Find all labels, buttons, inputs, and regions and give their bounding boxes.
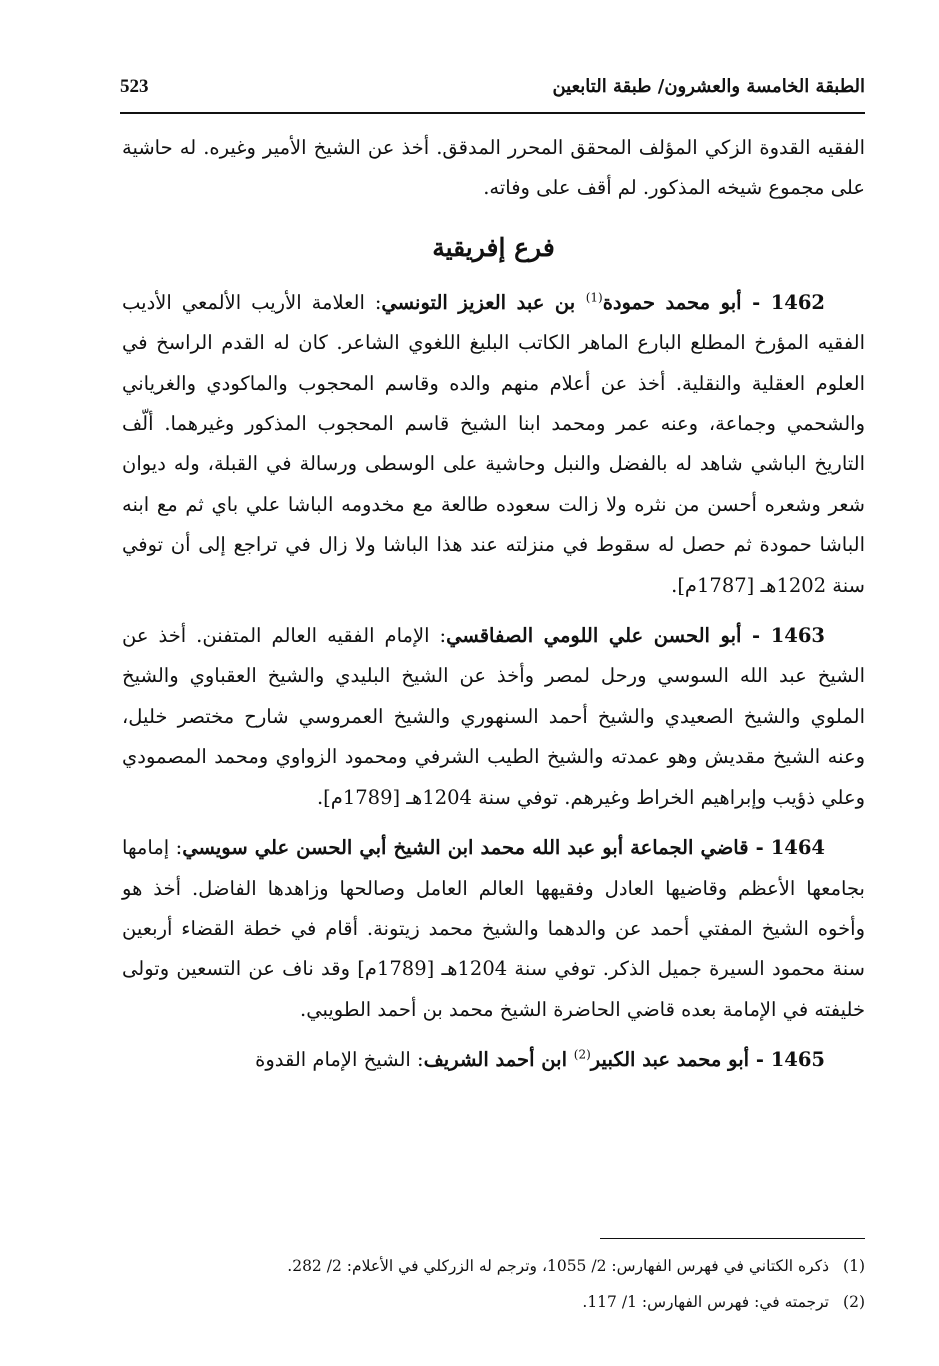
section-heading: فرع إفريقية: [432, 232, 555, 262]
intro-paragraph: الفقيه القدوة الزكي المؤلف المحقق المحرر المدقق. أخذ عن الشيخ الأمير وغيره. له حاشية على مجموع شيخه المذكور. لم أقف على وفاته.: [122, 136, 865, 200]
footnote-reference: (2): [573, 1047, 591, 1062]
footnote-marker: (2): [843, 1293, 865, 1311]
entry-1463: [122, 616, 865, 818]
main-text: [122, 128, 865, 1091]
entry-1464: [122, 828, 865, 1030]
footnote-marker: (1): [843, 1257, 865, 1275]
entry-text: : إمامها بجامعها الأعظم وقاضيها العادل وفقيهها العالم العامل وصالحها وزاهدها الفاضل. أخذ هو وأخوه الشيخ المفتي أحمد عن والدهما والشيخ محمد زيتونة. أقام في خطة القضاء أربعين سنة محمود السيرة جميل الذكر. توفي سنة 1204هـ [1789م] وقد ناف عن التسعين وتولى خليفته في الإمامة بعده قاضي الحاضرة الشيخ محمد بن أحمد الطويبي.: [122, 836, 865, 1021]
footnote-1: [122, 1248, 865, 1284]
entry-text: : الشيخ الإمام القدوة: [255, 1048, 424, 1072]
page-header: [120, 72, 865, 112]
entry-title: 1464 - قاضي الجماعة أبو عبد الله محمد ابن الشيخ أبي الحسن علي سويسي: [182, 836, 825, 860]
entry-title: 1462 - أبو محمد حمودة: [602, 290, 825, 314]
footnote-divider: [600, 1238, 865, 1239]
header-divider: [120, 112, 865, 114]
entry-text: : العلامة الأريب الألمعي الأديب الفقيه المؤرخ المطلع البارع الماهر الكاتب البليغ اللغوي الشاعر. كان له القدم الراسخ في العلوم العقلية والنقلية. أخذ عن أعلام منهم والده وقاسم المحجوب والماكودي والغرياني والشحمي وجماعة، وعنه عمر ومحمد ابنا الشيخ قاسم المحجوب المذكور وغيرهما. ألّف التاريخ الباشي شاهد له بالفضل والنبل وحاشية على الوسطى ورسالة في القبلة، وله ديوان شعر وشعره أحسن من نثره ولا زالت سعوده طالعة مع مخدومه الباشا علي باي ثم مع ابنه الباشا حمودة ثم حصل له سقوط في منزلته عند هذا الباشا ولا زال في تراجع إلى أن توفي سنة 1202هـ [1787م].: [122, 290, 865, 597]
footnote-2: [122, 1284, 865, 1320]
entry-title-continued: بن عبد العزيز التونسي: [381, 290, 586, 314]
footnote-text: ترجمته في: فهرس الفهارس: 1/ 117.: [582, 1293, 829, 1311]
entry-1462: [122, 283, 865, 606]
entry-title: 1463 - أبو الحسن علي اللومي الصفاقسي: [446, 624, 825, 648]
entry-text: : الإمام الفقيه العالم المتفنن. أخذ عن الشيخ عبد الله السوسي ورحل لمصر وأخذ عن الشيخ البليدي والشيخ العقباوي والشيخ الملوي والشيخ الصعيدي والشيخ أحمد السنهوري والشيخ العمروسي شارح مختصر خليل، وعنه الشيخ مقديش وهو عمدته والشيخ الطيب الشرفي ومحمود الزواوي ومحمد المصمودي وعلي ذؤيب وإبراهيم الخراط وغيرهم. توفي سنة 1204هـ [1789م].: [122, 624, 865, 809]
running-title: الطبقة الخامسة والعشرون/ طبقة التابعين: [552, 76, 865, 97]
entry-title-continued: ابن أحمد الشريف: [423, 1048, 574, 1072]
entry-title: 1465 - أبو محمد عبد الكبير: [590, 1048, 825, 1072]
footnote-reference: (1): [585, 290, 603, 305]
footnotes: [122, 1248, 865, 1320]
footnote-text: ذكره الكتاني في فهرس الفهارس: 2/ 1055، وترجم له الزركلي في الأعلام: 2/ 282.: [287, 1257, 829, 1275]
entry-1465: [122, 1040, 865, 1080]
page-number: 523: [120, 76, 149, 97]
